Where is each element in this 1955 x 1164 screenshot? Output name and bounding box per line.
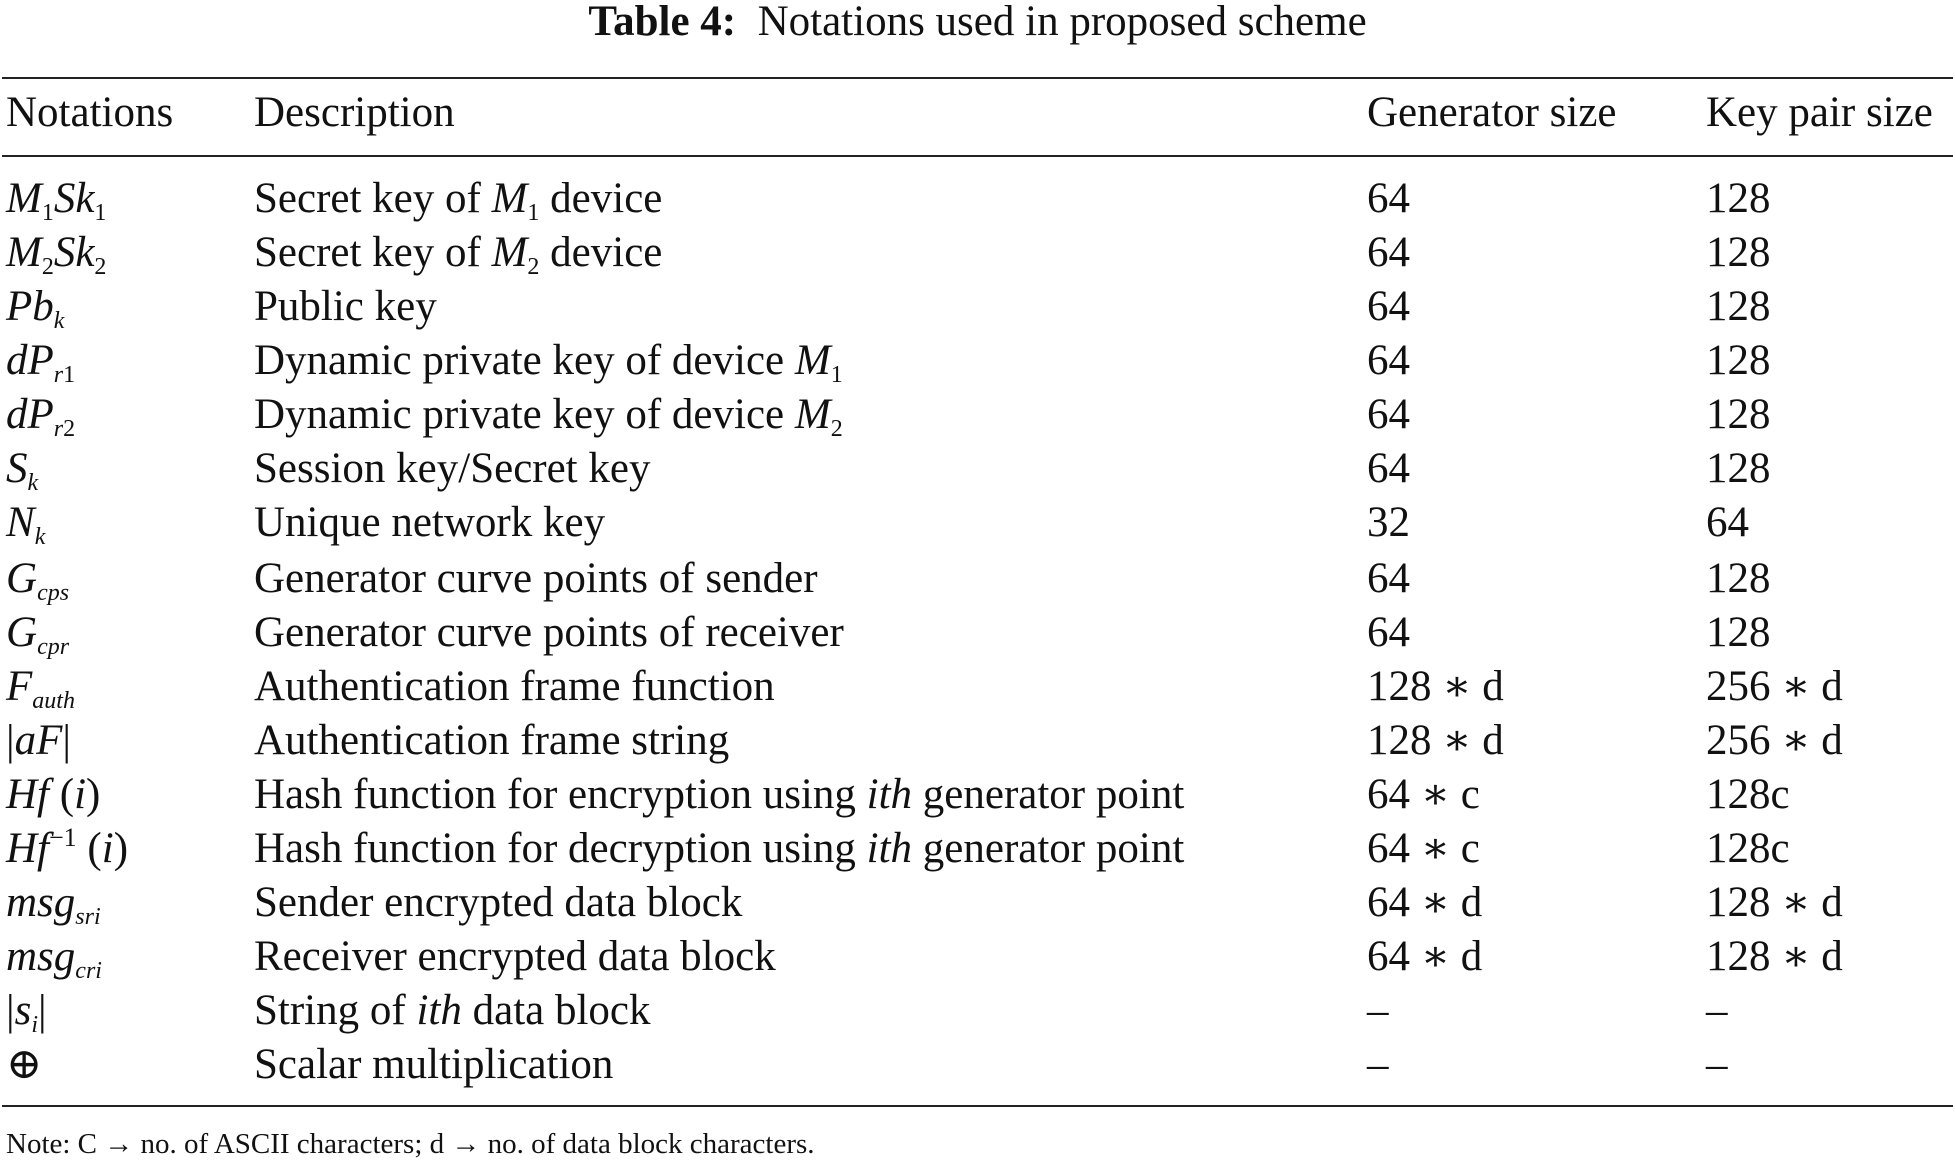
key-pair-size-cell: – <box>1706 1041 1728 1088</box>
key-pair-size-cell: 128 <box>1706 555 1771 602</box>
notation-cell: Hf (i) <box>6 771 101 818</box>
description-cell: Hash function for decryption using ith generator point <box>254 825 1185 872</box>
generator-size-cell: 64 <box>1367 609 1410 656</box>
key-pair-size-cell: – <box>1706 987 1728 1034</box>
table-caption-label: Table 4: <box>588 0 737 45</box>
table-note: Note: C → no. of ASCII characters; d → no. of data block characters. <box>6 1128 815 1160</box>
description-cell: Hash function for encryption using ith generator point <box>254 771 1185 818</box>
generator-size-cell: 64 <box>1367 391 1410 438</box>
table-row <box>0 930 1955 984</box>
header-rule <box>2 155 1953 157</box>
key-pair-size-cell: 64 <box>1706 499 1749 546</box>
key-pair-size-cell: 256 ∗ d <box>1706 717 1843 764</box>
key-pair-size-cell: 128 <box>1706 337 1771 384</box>
table-row <box>0 172 1955 226</box>
description-cell: Authentication frame string <box>254 717 730 764</box>
key-pair-size-cell: 128 ∗ d <box>1706 879 1843 926</box>
notation-cell: $G_{cpr}$ <box>6 609 70 660</box>
table-row <box>0 714 1955 768</box>
generator-size-cell: – <box>1367 1041 1389 1088</box>
generator-size-cell: 64 ∗ c <box>1367 825 1480 872</box>
generator-size-cell: 32 <box>1367 499 1410 546</box>
generator-size-cell: 64 <box>1367 229 1410 276</box>
description-cell: Secret key of $M_1$ device <box>254 175 663 226</box>
notation-cell: $dP_{r1}$ <box>6 337 76 388</box>
table-row <box>0 984 1955 1038</box>
table-row <box>0 280 1955 334</box>
table-row <box>0 226 1955 280</box>
table-caption-text: Notations used in proposed scheme <box>757 0 1367 45</box>
description-cell: Receiver encrypted data block <box>254 933 776 980</box>
notation-cell: ⊕ <box>6 1041 43 1088</box>
table-row <box>0 334 1955 388</box>
generator-size-cell: 64 ∗ c <box>1367 771 1480 818</box>
generator-size-cell: 64 <box>1367 283 1410 330</box>
header-key-pair-size: Key pair size <box>1706 89 1933 136</box>
generator-size-cell: 64 <box>1367 337 1410 384</box>
key-pair-size-cell: 128 <box>1706 445 1771 492</box>
notation-cell: $M_1Sk_1$ <box>6 175 107 226</box>
generator-size-cell: 64 ∗ d <box>1367 879 1483 926</box>
key-pair-size-cell: 128 ∗ d <box>1706 933 1843 980</box>
description-cell: Session key/Secret key <box>254 445 651 492</box>
table-row <box>0 1038 1955 1092</box>
description-cell: String of ith data block <box>254 987 651 1034</box>
bottom-rule <box>2 1105 1953 1107</box>
notation-cell: $|s_i|$ <box>6 987 47 1038</box>
notation-cell: msg$_{sri}$ <box>6 879 101 930</box>
description-cell: Scalar multiplication <box>254 1041 614 1088</box>
key-pair-size-cell: 128c <box>1706 771 1790 818</box>
notation-cell: $dP_{r2}$ <box>6 391 76 442</box>
header-generator-size: Generator size <box>1367 89 1617 136</box>
key-pair-size-cell: 128 <box>1706 391 1771 438</box>
description-cell: Generator curve points of sender <box>254 555 818 602</box>
notation-cell: $G_{cps}$ <box>6 555 70 606</box>
notation-cell: $Pb_k$ <box>6 283 65 334</box>
table-row <box>0 822 1955 876</box>
key-pair-size-cell: 128 <box>1706 283 1771 330</box>
notation-cell: $M_2Sk_2$ <box>6 229 107 280</box>
generator-size-cell: 128 ∗ d <box>1367 717 1504 764</box>
generator-size-cell: 64 <box>1367 445 1410 492</box>
description-cell: Generator curve points of receiver <box>254 609 844 656</box>
table-row <box>0 388 1955 442</box>
table-caption <box>0 0 1955 48</box>
notation-cell: msg$_{cri}$ <box>6 933 102 984</box>
description-cell: Public key <box>254 283 437 330</box>
key-pair-size-cell: 128 <box>1706 175 1771 222</box>
table-row <box>0 606 1955 660</box>
description-cell: Dynamic private key of device $M_1$ <box>254 337 843 388</box>
table-row <box>0 660 1955 714</box>
description-cell: Authentication frame function <box>254 663 775 710</box>
generator-size-cell: 64 <box>1367 175 1410 222</box>
table-row <box>0 496 1955 550</box>
top-rule <box>2 77 1953 79</box>
notation-cell: $S_k$ <box>6 445 39 496</box>
description-cell: Dynamic private key of device $M_2$ <box>254 391 843 442</box>
description-cell: Unique network key <box>254 499 606 546</box>
notation-cell: $F_{auth}$ <box>6 663 75 714</box>
key-pair-size-cell: 256 ∗ d <box>1706 663 1843 710</box>
key-pair-size-cell: 128 <box>1706 229 1771 276</box>
table-row <box>0 442 1955 496</box>
table-row <box>0 876 1955 930</box>
header-description: Description <box>254 89 455 136</box>
notation-cell: $Hf^{-1}$ (i) <box>6 823 129 872</box>
key-pair-size-cell: 128 <box>1706 609 1771 656</box>
header-notations: Notations <box>6 89 174 136</box>
table-row <box>0 768 1955 822</box>
generator-size-cell: 64 ∗ d <box>1367 933 1483 980</box>
notation-cell: |aF| <box>6 717 71 764</box>
table-row <box>0 552 1955 606</box>
notation-cell: $N_k$ <box>6 499 46 550</box>
description-cell: Sender encrypted data block <box>254 879 743 926</box>
generator-size-cell: – <box>1367 987 1389 1034</box>
generator-size-cell: 64 <box>1367 555 1410 602</box>
description-cell: Secret key of $M_2$ device <box>254 229 663 280</box>
key-pair-size-cell: 128c <box>1706 825 1790 872</box>
generator-size-cell: 128 ∗ d <box>1367 663 1504 710</box>
